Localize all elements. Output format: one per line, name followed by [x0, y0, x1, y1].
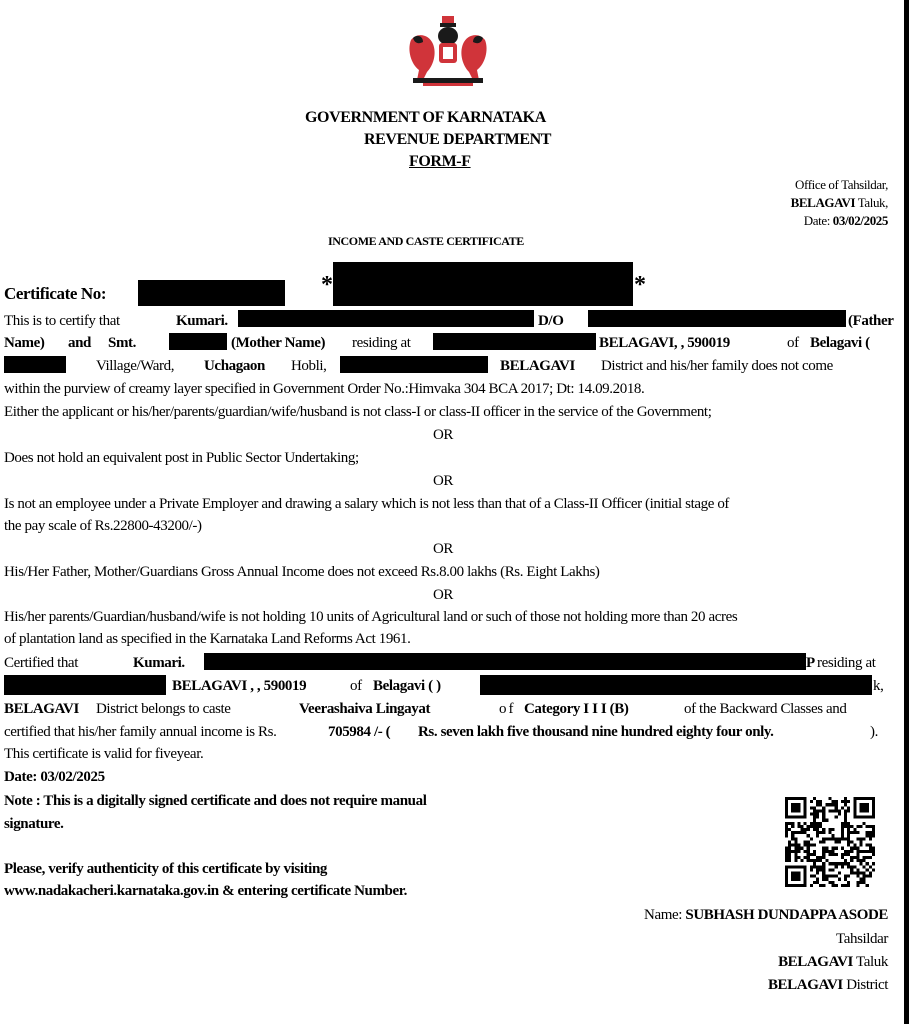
redacted-taluk — [340, 356, 488, 373]
para1-place: BELAGAVI, , 590019 — [599, 335, 730, 351]
para1-district-name: BELAGAVI — [500, 358, 575, 374]
office-date-label: Date: — [803, 213, 830, 228]
qr-code-icon — [785, 797, 875, 887]
or-1: OR — [433, 427, 454, 443]
redacted-address — [433, 333, 596, 350]
para2-belagavi: Belagavi ( ) — [373, 678, 441, 694]
para1-income-limit: His/Her Father, Mother/Guardians Gross Annual Income does not exceed Rs.8.00 lakhs (Rs. Eight Lakhs) — [4, 564, 600, 580]
or-3: OR — [433, 541, 454, 557]
footer-date: Date: 03/02/2025 — [4, 769, 105, 785]
para1-of: of — [787, 335, 799, 351]
office-date-value: 03/02/2025 — [832, 213, 888, 228]
para1-mother-label: (Mother Name) — [231, 335, 326, 351]
page-edge-rule — [904, 0, 909, 1024]
para1-name-word: Name) — [4, 335, 45, 351]
signatory-district-name: BELAGAVI — [767, 977, 843, 993]
para1-government-order: within the purview of creamy layer specified in Government Order No.:Himvaka 304 BCA 2017; Dt: 14.09.2018. — [4, 381, 645, 397]
signatory-name-line — [644, 907, 888, 924]
redacted-applicant-name — [238, 310, 534, 327]
para2-category: Category I I I (B) — [524, 701, 629, 717]
emblem-crown — [438, 16, 458, 63]
or-2: OR — [433, 473, 454, 489]
office-taluk-name: BELAGAVI — [790, 195, 856, 210]
para2-income-end: ). — [870, 724, 878, 740]
form-title: FORM-F — [409, 153, 471, 170]
signatory-district — [768, 977, 888, 994]
redacted-mother-name — [169, 333, 227, 350]
office-taluk — [791, 194, 888, 211]
para1-do: D/O — [538, 313, 564, 329]
para2-validity: This certificate is valid for fiveyear. — [4, 746, 204, 762]
para1-intro: This is to certify that — [4, 313, 120, 329]
government-title: GOVERNMENT OF KARNATAKA — [305, 109, 546, 126]
para1-land-holding: His/her parents/Guardian/husband/wife is not holding 10 units of Agricultural land or such of those not holding more than 20 acres — [4, 609, 738, 625]
para2-intro: Certified that — [4, 655, 78, 671]
para1-psu: Does not hold an equivalent post in Public Sector Undertaking; — [4, 450, 359, 466]
redacted-father-name — [588, 310, 846, 327]
para1-land-act: of plantation land as specified in the Karnataka Land Reforms Act 1961. — [4, 631, 411, 647]
emblem-ribbon — [423, 83, 473, 86]
emblem-right-lion — [461, 35, 486, 80]
para2-backward: of the Backward Classes and — [684, 701, 847, 717]
para2-income-amount: 705984 /- ( — [328, 724, 391, 740]
para2-of: of — [350, 678, 362, 694]
para2-p: P — [806, 655, 815, 671]
para2-of-2: of — [499, 701, 516, 717]
footer-note-line1: Note : This is a digitally signed certificate and does not require manual — [4, 793, 427, 809]
redacted-address-2 — [4, 675, 166, 695]
karnataka-emblem-icon — [403, 14, 493, 88]
para1-pay-scale: the pay scale of Rs.22800-43200/-) — [4, 518, 202, 534]
para1-hobli: Hobli, — [291, 358, 327, 374]
signatory-designation: Tahsildar — [836, 931, 888, 947]
emblem-base — [413, 78, 483, 83]
para1-belagavi: Belagavi ( — [810, 335, 870, 351]
para1-smt: Smt. — [108, 335, 136, 351]
para1-and: and — [68, 335, 91, 351]
para2-income-words: Rs. seven lakh five thousand nine hundred eighty four only. — [418, 724, 774, 740]
signatory-name: SUBHASH DUNDAPPA ASODE — [685, 907, 888, 923]
para1-hobli-name: Uchagaon — [204, 358, 265, 374]
footer-note-line2: signature. — [4, 816, 64, 832]
redacted-cert-no-1 — [138, 280, 285, 306]
para2-place: BELAGAVI , , 590019 — [172, 678, 307, 694]
redacted-cert-no-2 — [333, 262, 633, 306]
certificate-title: INCOME AND CASTE CERTIFICATE — [328, 234, 524, 248]
signatory-district-word: District — [846, 977, 888, 993]
department-title: REVENUE DEPARTMENT — [364, 131, 552, 148]
para1-kumari: Kumari. — [176, 313, 228, 329]
signatory-name-label: Name: — [644, 907, 683, 923]
para1-private-employer: Is not an employee under a Private Employer and drawing a salary which is not less than that of a Class-II Officer (initial stage of — [4, 496, 730, 512]
para1-father: (Father — [848, 313, 894, 329]
cert-no-star-2: * — [634, 272, 646, 298]
para1-village: Village/Ward, — [96, 358, 175, 374]
or-4: OR — [433, 587, 454, 603]
para2-income-intro: certified that his/her family annual income is Rs. — [4, 724, 277, 740]
para2-district-name: BELAGAVI — [4, 701, 79, 717]
para2-residing: residing at — [817, 655, 876, 671]
para2-kumari: Kumari. — [133, 655, 185, 671]
cert-no-star-1: * — [321, 272, 333, 298]
para1-residing: residing at — [352, 335, 411, 351]
signatory-taluk-word: Taluk — [856, 954, 888, 970]
redacted-taluk-2 — [480, 675, 872, 695]
para2-belongs: District belongs to caste — [96, 701, 231, 717]
office-taluk-word: Taluk, — [857, 195, 888, 210]
signatory-taluk — [778, 954, 888, 971]
office-date — [804, 212, 888, 229]
emblem-left-lion — [409, 35, 434, 80]
footer-verify-link[interactable]: www.nadakacheri.karnataka.gov.in & entering certificate Number. — [4, 883, 407, 899]
redacted-village — [4, 356, 66, 373]
signatory-taluk-name: BELAGAVI — [778, 954, 853, 970]
office-line: Office of Tahsildar, — [795, 177, 888, 192]
para2-caste: Veerashaiva Lingayat — [299, 701, 431, 717]
para1-not-class-officer: Either the applicant or his/her/parents/guardian/wife/husband is not class-I or class-II officer in the service of the Government; — [4, 404, 712, 420]
certificate-no-label: Certificate No: — [4, 284, 107, 303]
para1-district-rest: District and his/her family does not come — [601, 358, 833, 374]
footer-verify-line1: Please, verify authenticity of this certificate by visiting — [4, 861, 327, 877]
redacted-name-2 — [204, 653, 806, 670]
para2-k: k, — [873, 678, 884, 694]
